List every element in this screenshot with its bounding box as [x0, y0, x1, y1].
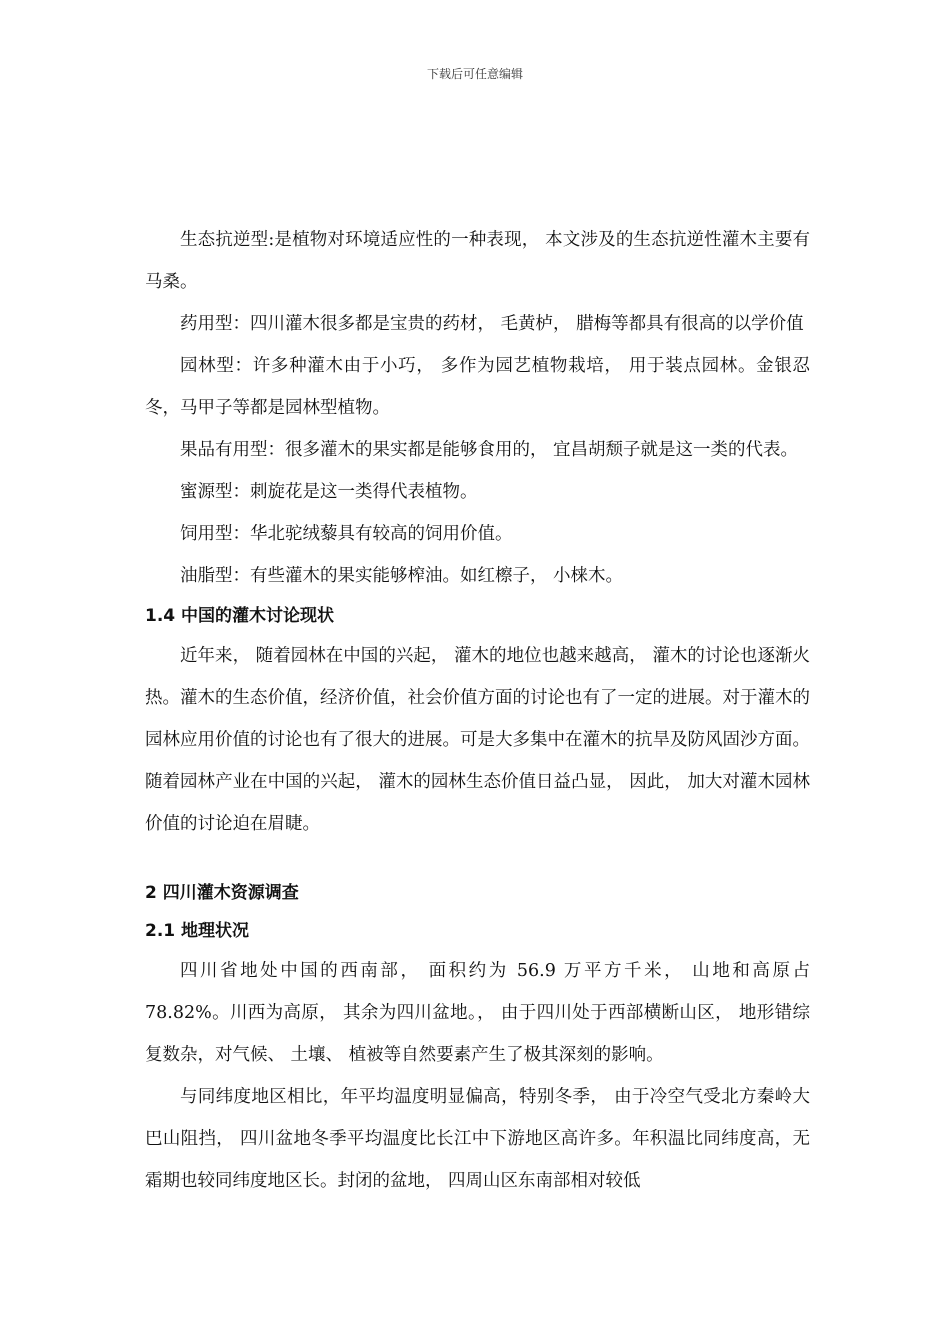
paragraph-oil: 油脂型：有些灌木的果实能够榨油。如红檫子， 小梾木。: [180, 566, 624, 586]
chapter-heading-2: 2 四川灌木资源调查: [145, 883, 299, 903]
document-body: [145, 219, 810, 1202]
section-heading-2-1: 2.1 地理状况: [145, 921, 250, 941]
paragraph-research-status: 近年来， 随着园林在中国的兴起， 灌木的地位也越来越高， 灌木的讨论也逐渐火热。灌木的生态价值，经济价值，社会价值方面的讨论也有了一定的进展。对于灌木的园林应用价值的讨论也有了很大的进展。可是大多集中在灌木的抗旱及防风固沙方面。随着园林产业在中国的兴起， 灌木的园林生态价值日益凸显， 因此， 加大对灌木园林价值的讨论迫在眉睫。: [145, 646, 810, 834]
paragraph-edible-fruit: 果品有用型：很多灌木的果实都是能够食用的， 宜昌胡颓子就是这一类的代表。: [180, 440, 799, 460]
paragraph-landscape: 园林型：许多种灌木由于小巧， 多作为园艺植物栽培， 用于装点园林。金银忍冬，马甲子等都是园林型植物。: [145, 356, 810, 418]
paragraph-ecological-resistance: 生态抗逆型:是植物对环境适应性的一种表现， 本文涉及的生态抗逆性灌木主要有马桑。: [145, 230, 810, 292]
paragraph-climate: 与同纬度地区相比，年平均温度明显偏高，特别冬季， 由于冷空气受北方秦岭大巴山阻挡， 四川盆地冬季平均温度比长江中下游地区高许多。年积温比同纬度高，无霜期也较同纬度地区长。封闭的盆地， 四周山区东南部相对较低: [145, 1087, 810, 1191]
paragraph-nectar: 蜜源型：刺旋花是这一类得代表植物。: [180, 482, 478, 502]
section-heading-1-4: 1.4 中国的灌木讨论现状: [145, 606, 335, 626]
paragraph-forage: 饲用型：华北驼绒藜具有较高的饲用价值。: [180, 524, 513, 544]
paragraph-geography: 四川省地处中国的西南部， 面积约为 56.9 万平方千米， 山地和高原占 78.82%。川西为高原， 其余为四川盆地。， 由于四川处于西部横断山区， 地形错综复数杂，对气候、 土壤、 植被等自然要素产生了极其深刻的影响。: [145, 961, 810, 1065]
page-header: 下载后可任意编辑: [426, 67, 523, 81]
paragraph-medicinal: 药用型：四川灌木很多都是宝贵的药材， 毛黄栌， 腊梅等都具有很高的以学价值: [180, 314, 804, 334]
